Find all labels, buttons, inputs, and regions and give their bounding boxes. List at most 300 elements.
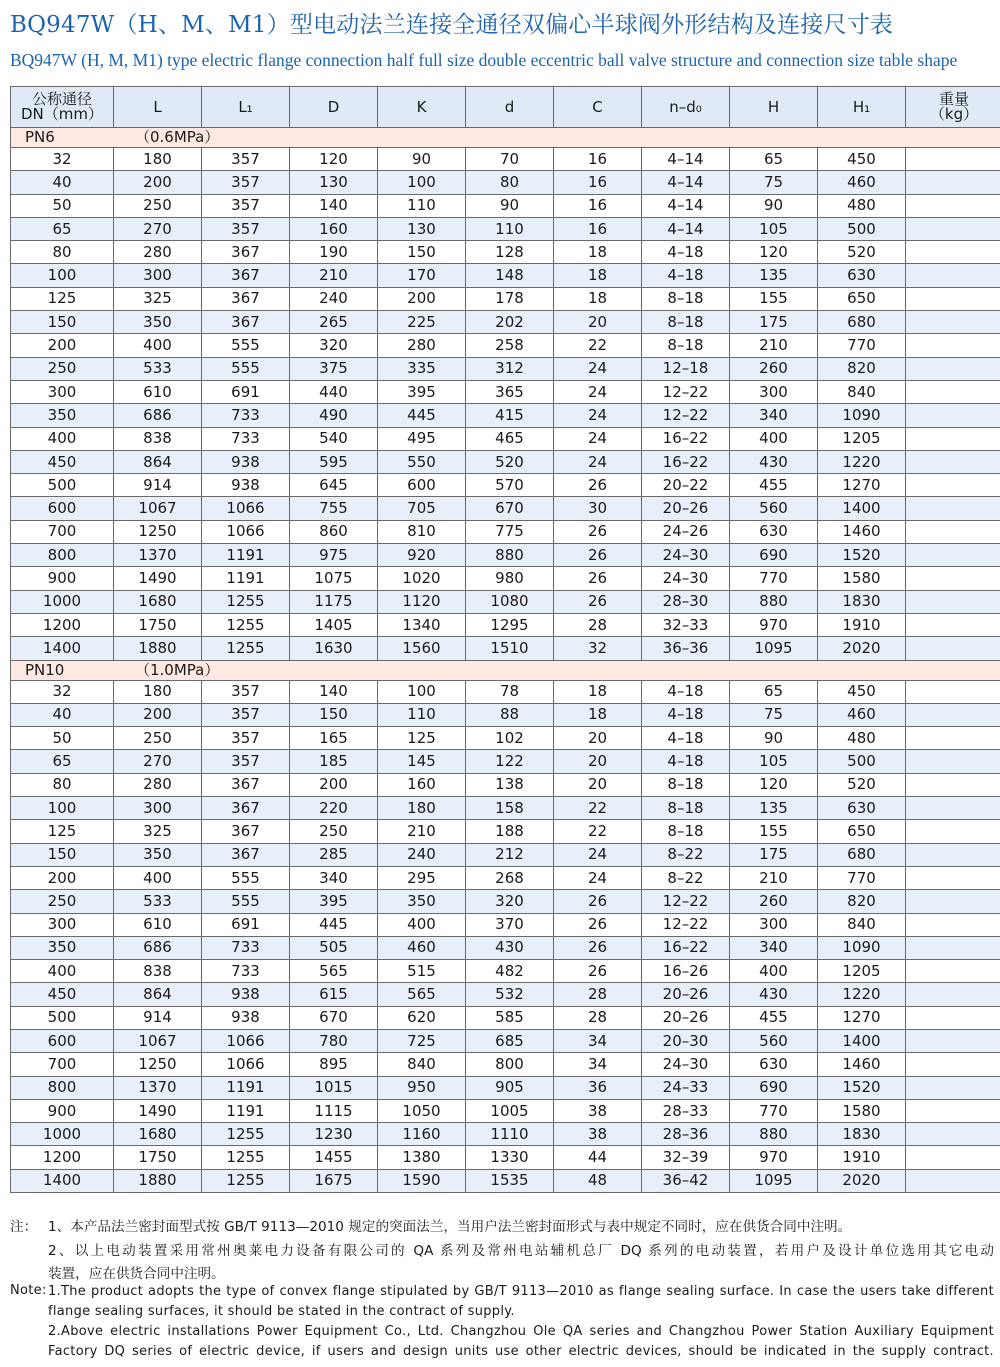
table-cell: 65: [730, 148, 818, 171]
note-en-1: 1.The product adopts the type of convex flange stipulated by GB/T 9113—2010 as flange sealing surface. In case the users take different: [48, 1284, 994, 1299]
table-cell: 20–26: [642, 983, 730, 1006]
table-cell: 4–14: [642, 148, 730, 171]
table-cell: 30: [554, 497, 642, 520]
table-cell: 26: [554, 960, 642, 983]
table-cell: 125: [378, 727, 466, 750]
table-cell: 680: [818, 843, 906, 866]
table-cell: [906, 194, 1000, 217]
table-cell: 200: [114, 703, 202, 726]
table-cell: 400: [114, 866, 202, 889]
table-cell: 755: [290, 497, 378, 520]
table-cell: 160: [378, 773, 466, 796]
table-cell: [906, 427, 1000, 450]
table-cell: 8–18: [642, 287, 730, 310]
table-cell: 36: [554, 1076, 642, 1099]
table-cell: 450: [818, 680, 906, 703]
table-cell: 1400: [818, 1029, 906, 1052]
table-cell: 800: [11, 1076, 114, 1099]
table-cell: 80: [11, 773, 114, 796]
table-cell: 12–18: [642, 357, 730, 380]
table-row: [11, 703, 1000, 726]
table-cell: 200: [114, 171, 202, 194]
table-cell: 20: [554, 311, 642, 334]
table-cell: 170: [378, 264, 466, 287]
table-cell: 725: [378, 1029, 466, 1052]
table-cell: 1270: [818, 1006, 906, 1029]
table-cell: [906, 474, 1000, 497]
table-cell: [906, 1146, 1000, 1169]
table-cell: 938: [202, 450, 290, 473]
column-header: [818, 87, 906, 128]
table-row: [11, 380, 1000, 403]
table-cell: 460: [378, 936, 466, 959]
table-cell: 565: [290, 960, 378, 983]
table-cell: 1400: [11, 1169, 114, 1192]
column-header-label: n–d₀: [669, 97, 702, 116]
column-header: [642, 87, 730, 128]
table-cell: 4–18: [642, 241, 730, 264]
table-cell: 12–22: [642, 913, 730, 936]
table-cell: 610: [114, 913, 202, 936]
table-row: [11, 773, 1000, 796]
table-cell: [906, 750, 1000, 773]
table-cell: 864: [114, 983, 202, 1006]
table-cell: 220: [290, 797, 378, 820]
table-cell: 16: [554, 171, 642, 194]
table-cell: 500: [818, 217, 906, 240]
table-cell: 365: [466, 380, 554, 403]
table-cell: 630: [730, 1053, 818, 1076]
table-cell: 840: [818, 380, 906, 403]
table-cell: 1255: [202, 613, 290, 636]
table-cell: 1830: [818, 590, 906, 613]
table-cell: 980: [466, 567, 554, 590]
table-cell: 340: [730, 404, 818, 427]
table-cell: 280: [114, 241, 202, 264]
table-cell: 1535: [466, 1169, 554, 1192]
table-cell: 75: [730, 171, 818, 194]
table-cell: 1200: [11, 1146, 114, 1169]
table-cell: 135: [730, 264, 818, 287]
table-cell: 555: [202, 357, 290, 380]
table-cell: 350: [114, 311, 202, 334]
table-cell: 367: [202, 843, 290, 866]
table-cell: 1880: [114, 637, 202, 660]
table-cell: 4–18: [642, 703, 730, 726]
table-cell: 1680: [114, 590, 202, 613]
table-cell: 120: [290, 148, 378, 171]
table-cell: 16–22: [642, 450, 730, 473]
table-cell: 1460: [818, 1053, 906, 1076]
table-cell: 690: [730, 544, 818, 567]
table-cell: 105: [730, 217, 818, 240]
table-cell: 800: [466, 1053, 554, 1076]
table-cell: 680: [818, 311, 906, 334]
table-cell: 770: [730, 1099, 818, 1122]
table-cell: 188: [466, 820, 554, 843]
table-cell: 4–14: [642, 194, 730, 217]
table-cell: 26: [554, 913, 642, 936]
table-cell: 820: [818, 357, 906, 380]
table-cell: 550: [378, 450, 466, 473]
table-cell: 210: [730, 334, 818, 357]
table-row: [11, 241, 1000, 264]
table-cell: 820: [818, 890, 906, 913]
table-cell: 1000: [11, 1123, 114, 1146]
table-cell: 670: [290, 1006, 378, 1029]
table-cell: 367: [202, 264, 290, 287]
table-cell: 1490: [114, 567, 202, 590]
table-cell: 686: [114, 936, 202, 959]
table-cell: 65: [730, 680, 818, 703]
table-cell: 1680: [114, 1123, 202, 1146]
table-cell: 970: [730, 613, 818, 636]
table-row: [11, 590, 1000, 613]
table-cell: 185: [290, 750, 378, 773]
column-header: [906, 87, 1000, 128]
column-header: [114, 87, 202, 128]
table-cell: [906, 773, 1000, 796]
table-cell: 838: [114, 960, 202, 983]
table-cell: [906, 567, 1000, 590]
table-cell: 1490: [114, 1099, 202, 1122]
table-cell: 26: [554, 936, 642, 959]
table-cell: 34: [554, 1029, 642, 1052]
table-row: [11, 820, 1000, 843]
table-cell: 88: [466, 703, 554, 726]
table-cell: 1080: [466, 590, 554, 613]
note-cn-2: 2、以上电动装置采用常州奥莱电力设备有限公司的 QA 系列及常州电站辅机总厂 DQ 系列的电动装置，若用户及设计单位选用其它电动: [48, 1243, 994, 1259]
table-cell: [906, 241, 1000, 264]
table-cell: 44: [554, 1146, 642, 1169]
table-cell: 630: [818, 264, 906, 287]
table-cell: 1230: [290, 1123, 378, 1146]
table-cell: 268: [466, 866, 554, 889]
table-cell: 938: [202, 474, 290, 497]
table-cell: 105: [730, 750, 818, 773]
table-cell: 400: [114, 334, 202, 357]
table-cell: 400: [11, 427, 114, 450]
table-cell: [906, 1099, 1000, 1122]
section-row: [11, 660, 1000, 680]
table-cell: 165: [290, 727, 378, 750]
table-cell: 630: [730, 520, 818, 543]
table-cell: 1255: [202, 1123, 290, 1146]
table-cell: 460: [818, 703, 906, 726]
table-cell: 250: [11, 357, 114, 380]
table-cell: 610: [114, 380, 202, 403]
table-cell: 440: [290, 380, 378, 403]
table-cell: 140: [290, 194, 378, 217]
table-cell: [906, 287, 1000, 310]
table-cell: 1200: [11, 613, 114, 636]
table-cell: 78: [466, 680, 554, 703]
table-cell: 110: [378, 703, 466, 726]
table-cell: 16–22: [642, 936, 730, 959]
table-cell: 340: [290, 866, 378, 889]
table-cell: 880: [730, 1123, 818, 1146]
table-cell: 1380: [378, 1146, 466, 1169]
table-cell: 400: [730, 960, 818, 983]
table-cell: 1510: [466, 637, 554, 660]
table-cell: 250: [114, 194, 202, 217]
table-cell: 705: [378, 497, 466, 520]
table-cell: [906, 497, 1000, 520]
table-cell: 18: [554, 241, 642, 264]
table-cell: 445: [378, 404, 466, 427]
table-cell: 700: [11, 1053, 114, 1076]
table-cell: [906, 1029, 1000, 1052]
table-cell: [906, 264, 1000, 287]
table-cell: 560: [730, 1029, 818, 1052]
table-cell: 367: [202, 797, 290, 820]
table-cell: 175: [730, 311, 818, 334]
table-cell: 700: [11, 520, 114, 543]
table-cell: 24–30: [642, 1053, 730, 1076]
table-cell: 160: [290, 217, 378, 240]
note-en-1-cont: flange sealing surfaces, it should be stated in the contract of supply.: [48, 1304, 515, 1319]
table-cell: 350: [11, 404, 114, 427]
table-row: [11, 983, 1000, 1006]
table-row: [11, 450, 1000, 473]
table-cell: 65: [11, 750, 114, 773]
table-cell: 250: [11, 890, 114, 913]
table-cell: 36–42: [642, 1169, 730, 1192]
table-cell: [906, 1123, 1000, 1146]
table-cell: 300: [730, 380, 818, 403]
table-body: [11, 128, 1000, 1193]
table-cell: 24–30: [642, 567, 730, 590]
table-cell: 120: [730, 773, 818, 796]
table-row: [11, 1099, 1000, 1122]
table-row: [11, 960, 1000, 983]
column-header: [378, 87, 466, 128]
table-cell: 810: [378, 520, 466, 543]
table-cell: 300: [11, 380, 114, 403]
table-cell: 320: [466, 890, 554, 913]
table-cell: 1580: [818, 567, 906, 590]
table-cell: 150: [11, 843, 114, 866]
table-row: [11, 727, 1000, 750]
column-header-label: K: [416, 97, 427, 116]
table-cell: 482: [466, 960, 554, 983]
table-cell: 1115: [290, 1099, 378, 1122]
table-cell: 100: [11, 797, 114, 820]
table-cell: 210: [730, 866, 818, 889]
table-row: [11, 404, 1000, 427]
table-cell: 300: [11, 913, 114, 936]
pressure-nominal: PN10: [25, 660, 65, 679]
table-cell: 8–22: [642, 866, 730, 889]
table-cell: 40: [11, 171, 114, 194]
table-cell: 150: [378, 241, 466, 264]
table-cell: [906, 1169, 1000, 1192]
table-cell: 4–18: [642, 680, 730, 703]
table-cell: 620: [378, 1006, 466, 1029]
table-cell: 357: [202, 680, 290, 703]
table-cell: 1205: [818, 427, 906, 450]
table-cell: 1520: [818, 1076, 906, 1099]
table-cell: [906, 936, 1000, 959]
table-cell: 1191: [202, 1099, 290, 1122]
table-row: [11, 1169, 1000, 1192]
column-header: [466, 87, 554, 128]
table-row: [11, 544, 1000, 567]
table-cell: 20–26: [642, 1006, 730, 1029]
table-cell: 65: [11, 217, 114, 240]
table-cell: 125: [11, 287, 114, 310]
table-cell: 90: [730, 194, 818, 217]
title-english: BQ947W (H, M, M1) type electric flange connection half full size double eccentric ball valve structure and connection size table shape: [10, 50, 958, 70]
table-cell: [906, 357, 1000, 380]
section-label: [11, 660, 1000, 680]
table-cell: 90: [730, 727, 818, 750]
table-cell: 367: [202, 820, 290, 843]
table-cell: 455: [730, 1006, 818, 1029]
table-row: [11, 1076, 1000, 1099]
table-cell: 128: [466, 241, 554, 264]
table-cell: 1220: [818, 450, 906, 473]
table-cell: 22: [554, 797, 642, 820]
table-cell: 325: [114, 820, 202, 843]
table-cell: 500: [11, 1006, 114, 1029]
table-cell: [906, 148, 1000, 171]
table-cell: 12–22: [642, 890, 730, 913]
table-cell: [906, 983, 1000, 1006]
table-cell: 1050: [378, 1099, 466, 1122]
table-cell: [906, 520, 1000, 543]
table-row: [11, 680, 1000, 703]
table-cell: 733: [202, 404, 290, 427]
table-cell: 600: [11, 1029, 114, 1052]
table-cell: 860: [290, 520, 378, 543]
table-cell: 1455: [290, 1146, 378, 1169]
note-en-2: 2.Above electric installations Power Equipment Co., Ltd. Changzhou Ole QA series and Changzhou Power Station Auxiliary Equipment: [48, 1324, 994, 1339]
table-cell: 100: [378, 171, 466, 194]
table-cell: 495: [378, 427, 466, 450]
table-cell: 1095: [730, 1169, 818, 1192]
table-row: [11, 264, 1000, 287]
table-cell: 615: [290, 983, 378, 1006]
table-cell: 20: [554, 773, 642, 796]
table-cell: [906, 171, 1000, 194]
column-header: [202, 87, 290, 128]
table-cell: 200: [378, 287, 466, 310]
table-cell: 450: [818, 148, 906, 171]
table-row: [11, 913, 1000, 936]
table-cell: [906, 1053, 1000, 1076]
table-row: [11, 890, 1000, 913]
table-cell: 585: [466, 1006, 554, 1029]
table-cell: 1000: [11, 590, 114, 613]
table-cell: [906, 334, 1000, 357]
title-chinese: BQ947W（H、M、M1）型电动法兰连接全通径双偏心半球阀外形结构及连接尺寸表: [10, 12, 894, 38]
table-cell: 400: [378, 913, 466, 936]
table-cell: 200: [11, 866, 114, 889]
table-cell: 24–26: [642, 520, 730, 543]
table-cell: 4–14: [642, 171, 730, 194]
pressure-mpa: （0.6MPa）: [135, 128, 220, 146]
dimension-table: [10, 86, 1000, 1193]
table-cell: 24: [554, 357, 642, 380]
table-cell: 300: [114, 264, 202, 287]
table-cell: 280: [378, 334, 466, 357]
table-cell: 4–14: [642, 217, 730, 240]
table-cell: 28–36: [642, 1123, 730, 1146]
table-row: [11, 287, 1000, 310]
table-cell: 240: [290, 287, 378, 310]
table-cell: 1590: [378, 1169, 466, 1192]
table-cell: 450: [11, 450, 114, 473]
table-cell: 16–22: [642, 427, 730, 450]
table-cell: 20–22: [642, 474, 730, 497]
table-cell: 18: [554, 287, 642, 310]
table-cell: 258: [466, 334, 554, 357]
table-cell: [906, 680, 1000, 703]
table-cell: 20–26: [642, 497, 730, 520]
table-cell: 325: [114, 287, 202, 310]
table-cell: 520: [818, 241, 906, 264]
table-cell: 138: [466, 773, 554, 796]
header-row: [11, 87, 1000, 128]
table-cell: 250: [290, 820, 378, 843]
table-cell: 26: [554, 567, 642, 590]
table-cell: 22: [554, 820, 642, 843]
table-cell: 90: [378, 148, 466, 171]
table-cell: 1191: [202, 544, 290, 567]
table-cell: 1095: [730, 637, 818, 660]
table-cell: 555: [202, 334, 290, 357]
table-cell: 1340: [378, 613, 466, 636]
table-cell: 24–30: [642, 544, 730, 567]
table-cell: 200: [290, 773, 378, 796]
table-cell: 515: [378, 960, 466, 983]
column-header: [11, 87, 114, 128]
table-cell: 1255: [202, 1146, 290, 1169]
table-cell: 505: [290, 936, 378, 959]
pressure-mpa: （1.0MPa）: [135, 660, 220, 679]
table-cell: [906, 380, 1000, 403]
table-cell: 18: [554, 703, 642, 726]
table-cell: 775: [466, 520, 554, 543]
table-cell: 260: [730, 890, 818, 913]
table-cell: 312: [466, 357, 554, 380]
table-cell: 1560: [378, 637, 466, 660]
table-row: [11, 520, 1000, 543]
table-row: [11, 311, 1000, 334]
table-row: [11, 1123, 1000, 1146]
table-cell: 1067: [114, 497, 202, 520]
table-cell: 8–18: [642, 311, 730, 334]
table-cell: 1110: [466, 1123, 554, 1146]
table-cell: 770: [818, 866, 906, 889]
table-cell: 430: [730, 983, 818, 1006]
note-cn-1: 1、本产品法兰密封面型式按 GB/T 9113—2010 规定的突面法兰，当用户法兰密封面形式与表中规定不同时，应在供货合同中注明。: [48, 1219, 852, 1235]
table-cell: 1090: [818, 936, 906, 959]
table-cell: 8–22: [642, 843, 730, 866]
table-cell: 1880: [114, 1169, 202, 1192]
table-cell: 180: [114, 680, 202, 703]
table-cell: [906, 613, 1000, 636]
table-cell: 520: [818, 773, 906, 796]
column-header-label: D: [327, 97, 340, 116]
table-cell: [906, 544, 1000, 567]
table-cell: 8–18: [642, 334, 730, 357]
table-cell: 24: [554, 866, 642, 889]
table-cell: 28–33: [642, 1099, 730, 1122]
table-cell: [906, 1076, 1000, 1099]
table-cell: 155: [730, 820, 818, 843]
